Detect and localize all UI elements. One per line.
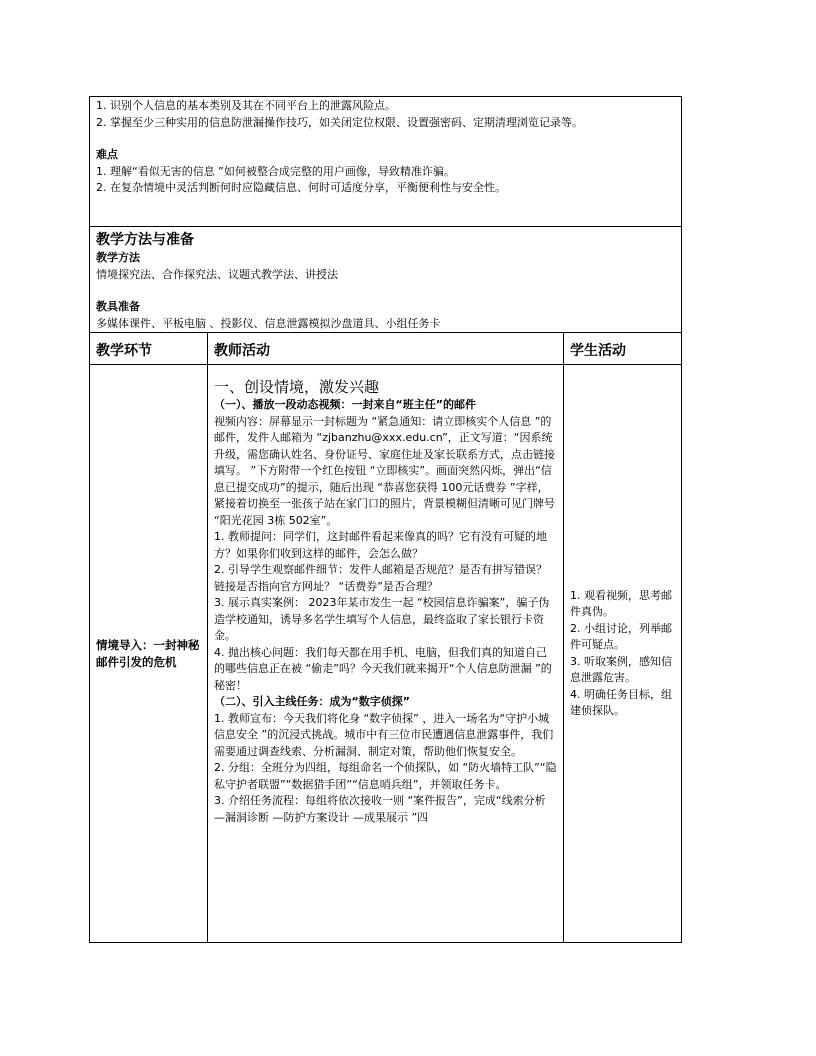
difficulty-line-2: 2. 在复杂情境中灵活判断何时应隐藏信息、何时可适度分享，平衡便利性与安全性。 xyxy=(96,181,506,194)
column-header-stage: 教学环节 xyxy=(90,333,208,365)
tools-title: 教具准备 xyxy=(96,300,140,313)
teacher-q1: 1. 教师宣布：今天我们将化身 “数字侦探” ，进入一场名为“守护小城信息安全 ”的沉浸式挑战。城市中有三位市民遭遇信息泄露事件，我们需要通过调查线索、分析漏洞、制定对策，帮助他们恢复安全。 xyxy=(214,711,554,758)
stage-label: 情境导入：一封神秘邮件引发的危机 xyxy=(96,638,200,669)
student-activity-cell xyxy=(564,365,682,943)
teacher-q3: 3. 介绍任务流程：每组将依次接收一则 “案件报告”，完成“线索分析 —漏洞诊断 —防护方案设计 —成果展示 ”四 xyxy=(214,794,546,824)
difficulty-line-1: 1. 理解“看似无害的信息 ”如何被整合成完整的用户画像，导致精准诈骗。 xyxy=(96,164,455,178)
teacher-sub-1: （一）、播放一段动态视频：一封来自“班主任”的邮件 xyxy=(214,398,476,411)
student-item-1: 1. 观看视频，思考邮件真伪。 xyxy=(570,588,672,618)
teacher-p1: 1. 教师提问：同学们，这封邮件看起来像真的吗？它有没有可疑的地方？如果你们收到这样的邮件，会怎么做？ xyxy=(214,530,547,560)
column-header-teacher: 教师活动 xyxy=(208,333,564,365)
teacher-p2: 2. 引导学生观察邮件细节：发件人邮箱是否规范？是否有拼写错误？链接是否指向官方网址？ “话费券”是否合理？ xyxy=(214,563,547,593)
column-header-student: 学生活动 xyxy=(564,333,682,365)
teacher-q2: 2. 分组：全班分为四组，每组命名一个侦探队，如 “防火墙特工队”“隐私守护者联盟”“数据猎手团”“信息哨兵组”，并领取任务卡。 xyxy=(214,761,557,791)
teacher-activity-cell xyxy=(208,365,564,943)
methods-title: 教学方法 xyxy=(96,251,140,264)
student-item-3: 3. 听取案例，感知信息泄露危害。 xyxy=(570,654,672,684)
objectives-cell xyxy=(90,97,682,227)
teacher-heading: 一、创设情境，激发兴趣 xyxy=(214,378,380,396)
methods-cell xyxy=(90,227,682,333)
methods-section-title: 教学方法与准备 xyxy=(96,232,194,248)
objective-line-1: 1. 识别个人信息的基本类别及其在不同平台上的泄露风险点。 xyxy=(96,99,396,112)
student-item-4: 4. 明确任务目标，组建侦探队。 xyxy=(570,687,672,717)
student-item-2: 2. 小组讨论，列举邮件可疑点。 xyxy=(570,621,672,651)
objective-line-2: 2. 掌握至少三种实用的信息防泄漏操作技巧，如关闭定位权限、设置强密码、定期清理浏览记录等。 xyxy=(96,115,583,129)
tools-text: 多媒体课件、平板电脑 、投影仪、信息泄露模拟沙盘道具、小组任务卡 xyxy=(96,316,441,330)
lesson-plan-page xyxy=(89,96,681,943)
teacher-video: 视频内容：屏幕显示一封标题为 “紧急通知：请立即核实个人信息 ”的邮件，发件人邮箱为 “zjbanzhu@xxx.edu.cn”，正文写道：“因系统升级，需您确认姓名、身份证号、家庭住址及家长联系方式，点击链接填写。 ”下方附带一个红色按钮 “立即核实”。画面突然闪烁，弹出“信息已提交成功”的提示，随后出现 “恭喜您获得 100元话费券 ”字样，紧接着切换至一张孩子站在家门口的照片，背景模糊但清晰可见门牌号 “阳光花园 3栋 502室”。 xyxy=(214,414,555,527)
teacher-p4: 4. 抛出核心问题：我们每天都在用手机、电脑，但我们真的知道自己的哪些信息正在被 “偷走”吗？今天我们就来揭开“个人信息防泄漏 ”的秘密！ xyxy=(214,645,552,692)
difficulty-title: 难点 xyxy=(96,148,118,161)
methods-text: 情境探究法、合作探究法、议题式教学法、讲授法 xyxy=(96,267,338,281)
stage-cell xyxy=(90,365,208,943)
lesson-plan-table xyxy=(89,96,682,943)
teacher-sub-2: （二）、引入主线任务：成为“数字侦探” xyxy=(214,695,410,708)
teacher-p3: 3. 展示真实案例： 2023年某市发生一起 “校园信息诈骗案”，骗子伪造学校通知，诱导多名学生填写个人信息，最终盗取了家长银行卡资金。 xyxy=(214,596,550,642)
